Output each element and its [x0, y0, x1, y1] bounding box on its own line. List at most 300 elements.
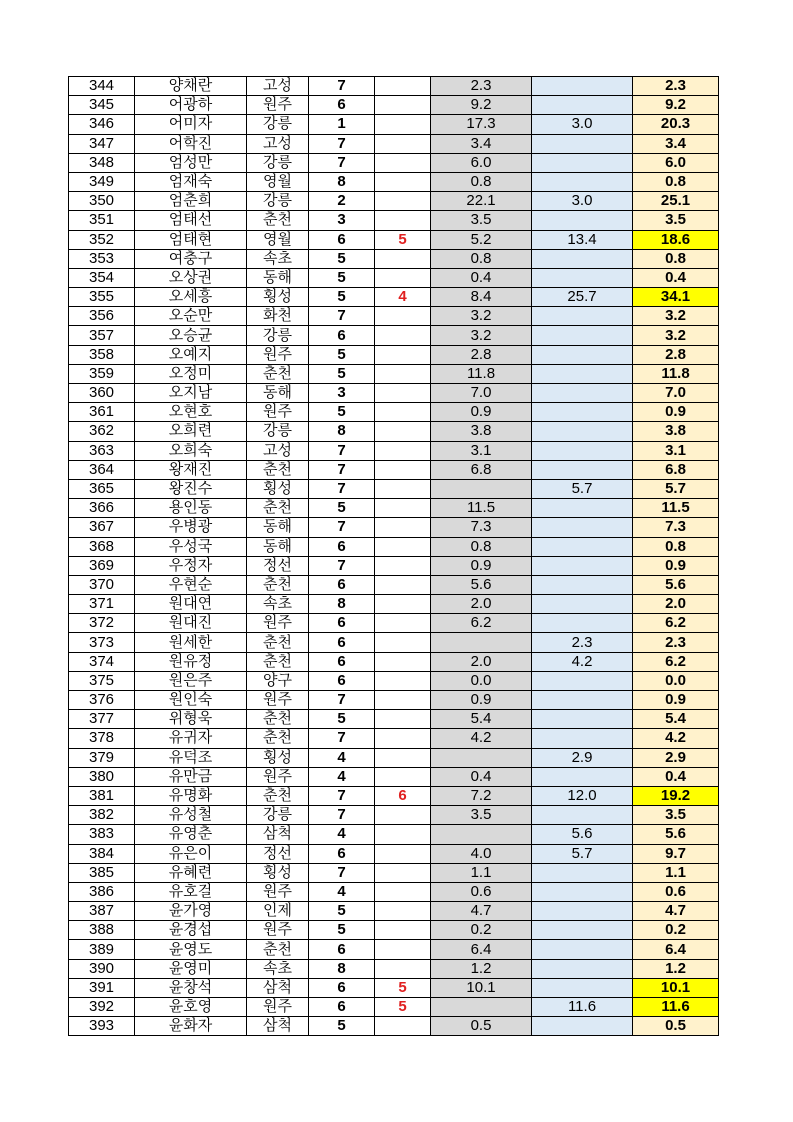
name-cell: 엄태현	[135, 230, 247, 249]
region-cell: 동해	[247, 268, 309, 287]
row-number-cell: 362	[69, 422, 135, 441]
value-1-cell: 3.5	[431, 211, 532, 230]
mark-cell	[375, 115, 431, 134]
value-1-cell: 17.3	[431, 115, 532, 134]
grade-cell: 5	[309, 710, 375, 729]
mark-cell	[375, 767, 431, 786]
name-cell: 유덕조	[135, 748, 247, 767]
total-cell: 0.4	[633, 767, 719, 786]
name-cell: 윤창석	[135, 978, 247, 997]
value-2-cell	[532, 959, 633, 978]
mark-cell	[375, 153, 431, 172]
total-cell: 4.7	[633, 902, 719, 921]
region-cell: 고성	[247, 134, 309, 153]
total-cell: 2.9	[633, 748, 719, 767]
mark-cell: 5	[375, 978, 431, 997]
value-1-cell: 3.2	[431, 307, 532, 326]
region-cell: 양구	[247, 671, 309, 690]
grade-cell: 5	[309, 921, 375, 940]
mark-cell	[375, 691, 431, 710]
mark-cell	[375, 403, 431, 422]
value-2-cell	[532, 691, 633, 710]
value-2-cell	[532, 403, 633, 422]
total-cell: 9.7	[633, 844, 719, 863]
row-number-cell: 387	[69, 902, 135, 921]
name-cell: 유성철	[135, 806, 247, 825]
table-row	[69, 575, 719, 594]
name-cell: 유영춘	[135, 825, 247, 844]
row-number-cell: 364	[69, 460, 135, 479]
value-1-cell: 0.4	[431, 767, 532, 786]
total-cell: 3.4	[633, 134, 719, 153]
region-cell: 동해	[247, 384, 309, 403]
value-1-cell: 0.8	[431, 249, 532, 268]
table-row	[69, 691, 719, 710]
value-1-cell: 0.8	[431, 172, 532, 191]
value-2-cell: 5.7	[532, 479, 633, 498]
mark-cell	[375, 595, 431, 614]
grade-cell: 6	[309, 575, 375, 594]
value-1-cell: 8.4	[431, 288, 532, 307]
value-2-cell: 3.0	[532, 115, 633, 134]
value-1-cell	[431, 748, 532, 767]
name-cell: 원은주	[135, 671, 247, 690]
grade-cell: 5	[309, 288, 375, 307]
mark-cell	[375, 249, 431, 268]
table-row	[69, 998, 719, 1017]
row-number-cell: 371	[69, 595, 135, 614]
row-number-cell: 375	[69, 671, 135, 690]
row-number-cell: 349	[69, 172, 135, 191]
region-cell: 인제	[247, 902, 309, 921]
total-cell: 0.5	[633, 1017, 719, 1036]
grade-cell: 2	[309, 192, 375, 211]
name-cell: 엄춘희	[135, 192, 247, 211]
row-number-cell: 351	[69, 211, 135, 230]
name-cell: 오정미	[135, 364, 247, 383]
name-cell: 오세흥	[135, 288, 247, 307]
mark-cell: 5	[375, 230, 431, 249]
region-cell: 정선	[247, 844, 309, 863]
value-1-cell: 7.2	[431, 786, 532, 805]
name-cell: 용인동	[135, 499, 247, 518]
name-cell: 윤영도	[135, 940, 247, 959]
table-row	[69, 537, 719, 556]
mark-cell	[375, 422, 431, 441]
grade-cell: 4	[309, 825, 375, 844]
mark-cell	[375, 172, 431, 191]
table-row	[69, 633, 719, 652]
value-2-cell	[532, 249, 633, 268]
value-2-cell	[532, 767, 633, 786]
name-cell: 오상권	[135, 268, 247, 287]
grade-cell: 7	[309, 153, 375, 172]
total-cell: 0.0	[633, 671, 719, 690]
value-1-cell: 4.7	[431, 902, 532, 921]
value-2-cell	[532, 729, 633, 748]
name-cell: 원대진	[135, 614, 247, 633]
value-1-cell: 0.9	[431, 691, 532, 710]
row-number-cell: 358	[69, 345, 135, 364]
table-row	[69, 77, 719, 96]
name-cell: 오희숙	[135, 441, 247, 460]
total-cell: 1.2	[633, 959, 719, 978]
name-cell: 어광하	[135, 96, 247, 115]
total-cell: 3.5	[633, 211, 719, 230]
table-row	[69, 806, 719, 825]
value-2-cell	[532, 537, 633, 556]
value-2-cell	[532, 921, 633, 940]
value-1-cell: 2.8	[431, 345, 532, 364]
row-number-cell: 345	[69, 96, 135, 115]
value-2-cell	[532, 978, 633, 997]
region-cell: 횡성	[247, 748, 309, 767]
region-cell: 속초	[247, 595, 309, 614]
grade-cell: 4	[309, 767, 375, 786]
total-cell: 5.4	[633, 710, 719, 729]
value-2-cell	[532, 96, 633, 115]
grade-cell: 7	[309, 556, 375, 575]
grade-cell: 1	[309, 115, 375, 134]
grade-cell: 7	[309, 307, 375, 326]
value-2-cell: 5.6	[532, 825, 633, 844]
mark-cell	[375, 441, 431, 460]
value-2-cell	[532, 384, 633, 403]
grade-cell: 7	[309, 786, 375, 805]
total-cell: 0.8	[633, 172, 719, 191]
name-cell: 유혜련	[135, 863, 247, 882]
row-number-cell: 352	[69, 230, 135, 249]
name-cell: 우현순	[135, 575, 247, 594]
table-row	[69, 710, 719, 729]
table-row	[69, 288, 719, 307]
row-number-cell: 376	[69, 691, 135, 710]
value-2-cell	[532, 326, 633, 345]
total-cell: 1.1	[633, 863, 719, 882]
name-cell: 오지남	[135, 384, 247, 403]
grade-cell: 6	[309, 230, 375, 249]
total-cell: 3.5	[633, 806, 719, 825]
region-cell: 원주	[247, 403, 309, 422]
grade-cell: 7	[309, 479, 375, 498]
value-2-cell	[532, 134, 633, 153]
table-row	[69, 172, 719, 191]
total-cell: 5.7	[633, 479, 719, 498]
region-cell: 원주	[247, 691, 309, 710]
value-2-cell	[532, 863, 633, 882]
grade-cell: 7	[309, 460, 375, 479]
table-row	[69, 556, 719, 575]
mark-cell	[375, 921, 431, 940]
table-row	[69, 882, 719, 901]
mark-cell	[375, 940, 431, 959]
region-cell: 속초	[247, 249, 309, 268]
name-cell: 왕진수	[135, 479, 247, 498]
value-1-cell: 11.8	[431, 364, 532, 383]
total-cell: 7.3	[633, 518, 719, 537]
mark-cell	[375, 806, 431, 825]
total-cell: 19.2	[633, 786, 719, 805]
name-cell: 유만금	[135, 767, 247, 786]
grade-cell: 7	[309, 729, 375, 748]
total-cell: 0.2	[633, 921, 719, 940]
row-number-cell: 377	[69, 710, 135, 729]
value-1-cell: 11.5	[431, 499, 532, 518]
value-2-cell	[532, 671, 633, 690]
name-cell: 어미자	[135, 115, 247, 134]
value-2-cell: 3.0	[532, 192, 633, 211]
region-cell: 원주	[247, 96, 309, 115]
row-number-cell: 350	[69, 192, 135, 211]
name-cell: 유호걸	[135, 882, 247, 901]
row-number-cell: 383	[69, 825, 135, 844]
table-row	[69, 307, 719, 326]
row-number-cell: 354	[69, 268, 135, 287]
value-2-cell	[532, 710, 633, 729]
value-2-cell	[532, 211, 633, 230]
table-row	[69, 652, 719, 671]
value-1-cell: 1.1	[431, 863, 532, 882]
row-number-cell: 386	[69, 882, 135, 901]
region-cell: 동해	[247, 537, 309, 556]
total-cell: 6.8	[633, 460, 719, 479]
table-row	[69, 384, 719, 403]
grade-cell: 7	[309, 518, 375, 537]
region-cell: 춘천	[247, 211, 309, 230]
value-1-cell: 6.8	[431, 460, 532, 479]
grade-cell: 8	[309, 595, 375, 614]
mark-cell	[375, 307, 431, 326]
row-number-cell: 390	[69, 959, 135, 978]
mark-cell	[375, 863, 431, 882]
name-cell: 원대연	[135, 595, 247, 614]
total-cell: 2.0	[633, 595, 719, 614]
table-row	[69, 844, 719, 863]
value-2-cell: 13.4	[532, 230, 633, 249]
value-2-cell	[532, 499, 633, 518]
mark-cell	[375, 844, 431, 863]
value-2-cell	[532, 614, 633, 633]
region-cell: 원주	[247, 767, 309, 786]
region-cell: 강릉	[247, 115, 309, 134]
grade-cell: 7	[309, 441, 375, 460]
grade-cell: 6	[309, 326, 375, 345]
total-cell: 20.3	[633, 115, 719, 134]
total-cell: 34.1	[633, 288, 719, 307]
value-2-cell	[532, 268, 633, 287]
grade-cell: 8	[309, 959, 375, 978]
mark-cell	[375, 825, 431, 844]
value-1-cell: 5.4	[431, 710, 532, 729]
region-cell: 춘천	[247, 575, 309, 594]
row-number-cell: 370	[69, 575, 135, 594]
region-cell: 강릉	[247, 153, 309, 172]
name-cell: 오희련	[135, 422, 247, 441]
mark-cell	[375, 556, 431, 575]
row-number-cell: 365	[69, 479, 135, 498]
grade-cell: 6	[309, 978, 375, 997]
region-cell: 동해	[247, 518, 309, 537]
total-cell: 11.8	[633, 364, 719, 383]
value-2-cell: 5.7	[532, 844, 633, 863]
row-number-cell: 382	[69, 806, 135, 825]
table-row	[69, 249, 719, 268]
value-1-cell	[431, 479, 532, 498]
mark-cell	[375, 710, 431, 729]
value-2-cell: 12.0	[532, 786, 633, 805]
region-cell: 춘천	[247, 633, 309, 652]
row-number-cell: 355	[69, 288, 135, 307]
total-cell: 2.3	[633, 633, 719, 652]
name-cell: 윤호영	[135, 998, 247, 1017]
grade-cell: 5	[309, 364, 375, 383]
value-2-cell	[532, 595, 633, 614]
value-1-cell: 6.4	[431, 940, 532, 959]
total-cell: 4.2	[633, 729, 719, 748]
name-cell: 오현호	[135, 403, 247, 422]
table-row	[69, 479, 719, 498]
table-row	[69, 786, 719, 805]
region-cell: 횡성	[247, 479, 309, 498]
name-cell: 윤영미	[135, 959, 247, 978]
row-number-cell: 391	[69, 978, 135, 997]
grade-cell: 6	[309, 998, 375, 1017]
region-cell: 화천	[247, 307, 309, 326]
grade-cell: 6	[309, 633, 375, 652]
table-row	[69, 441, 719, 460]
total-cell: 0.8	[633, 537, 719, 556]
value-2-cell	[532, 307, 633, 326]
region-cell: 속초	[247, 959, 309, 978]
row-number-cell: 378	[69, 729, 135, 748]
mark-cell	[375, 575, 431, 594]
value-2-cell	[532, 422, 633, 441]
region-cell: 원주	[247, 998, 309, 1017]
name-cell: 유명화	[135, 786, 247, 805]
table-row	[69, 959, 719, 978]
grade-cell: 5	[309, 499, 375, 518]
table-row	[69, 326, 719, 345]
mark-cell	[375, 96, 431, 115]
value-2-cell	[532, 902, 633, 921]
mark-cell	[375, 518, 431, 537]
grade-cell: 7	[309, 691, 375, 710]
grade-cell: 6	[309, 537, 375, 556]
total-cell: 9.2	[633, 96, 719, 115]
value-2-cell	[532, 1017, 633, 1036]
region-cell: 춘천	[247, 460, 309, 479]
data-table	[68, 76, 719, 1036]
value-1-cell: 0.9	[431, 403, 532, 422]
value-1-cell: 0.0	[431, 671, 532, 690]
region-cell: 횡성	[247, 288, 309, 307]
grade-cell: 5	[309, 249, 375, 268]
total-cell: 6.0	[633, 153, 719, 172]
region-cell: 횡성	[247, 863, 309, 882]
mark-cell	[375, 499, 431, 518]
value-2-cell	[532, 172, 633, 191]
value-1-cell: 2.0	[431, 595, 532, 614]
value-2-cell	[532, 556, 633, 575]
name-cell: 엄재숙	[135, 172, 247, 191]
value-1-cell: 6.0	[431, 153, 532, 172]
row-number-cell: 359	[69, 364, 135, 383]
table-row	[69, 115, 719, 134]
table-row	[69, 403, 719, 422]
mark-cell	[375, 633, 431, 652]
table-row	[69, 902, 719, 921]
mark-cell	[375, 959, 431, 978]
region-cell: 고성	[247, 441, 309, 460]
grade-cell: 6	[309, 671, 375, 690]
table-row	[69, 863, 719, 882]
row-number-cell: 389	[69, 940, 135, 959]
grade-cell: 8	[309, 422, 375, 441]
region-cell: 영월	[247, 230, 309, 249]
row-number-cell: 373	[69, 633, 135, 652]
mark-cell	[375, 902, 431, 921]
value-1-cell: 7.0	[431, 384, 532, 403]
table-row	[69, 96, 719, 115]
name-cell: 오순만	[135, 307, 247, 326]
value-1-cell: 2.3	[431, 77, 532, 96]
table-row	[69, 518, 719, 537]
total-cell: 0.9	[633, 403, 719, 422]
table-row	[69, 211, 719, 230]
table-row	[69, 422, 719, 441]
value-1-cell: 7.3	[431, 518, 532, 537]
region-cell: 삼척	[247, 1017, 309, 1036]
mark-cell: 5	[375, 998, 431, 1017]
region-cell: 춘천	[247, 652, 309, 671]
value-2-cell	[532, 882, 633, 901]
name-cell: 오승균	[135, 326, 247, 345]
total-cell: 5.6	[633, 575, 719, 594]
row-number-cell: 356	[69, 307, 135, 326]
grade-cell: 8	[309, 172, 375, 191]
value-1-cell: 0.9	[431, 556, 532, 575]
grade-cell: 4	[309, 882, 375, 901]
mark-cell	[375, 77, 431, 96]
total-cell: 6.2	[633, 652, 719, 671]
value-1-cell: 3.8	[431, 422, 532, 441]
region-cell: 강릉	[247, 192, 309, 211]
table-row	[69, 595, 719, 614]
name-cell: 엄성만	[135, 153, 247, 172]
row-number-cell: 393	[69, 1017, 135, 1036]
region-cell: 삼척	[247, 825, 309, 844]
region-cell: 원주	[247, 345, 309, 364]
total-cell: 2.8	[633, 345, 719, 364]
value-2-cell: 25.7	[532, 288, 633, 307]
value-1-cell: 3.5	[431, 806, 532, 825]
row-number-cell: 369	[69, 556, 135, 575]
value-1-cell	[431, 825, 532, 844]
value-1-cell	[431, 633, 532, 652]
grade-cell: 4	[309, 748, 375, 767]
table-row	[69, 230, 719, 249]
mark-cell	[375, 326, 431, 345]
value-2-cell	[532, 441, 633, 460]
mark-cell	[375, 537, 431, 556]
region-cell: 춘천	[247, 710, 309, 729]
table-row	[69, 499, 719, 518]
mark-cell	[375, 652, 431, 671]
value-2-cell: 2.9	[532, 748, 633, 767]
table-row	[69, 134, 719, 153]
table-row	[69, 614, 719, 633]
region-cell: 춘천	[247, 729, 309, 748]
